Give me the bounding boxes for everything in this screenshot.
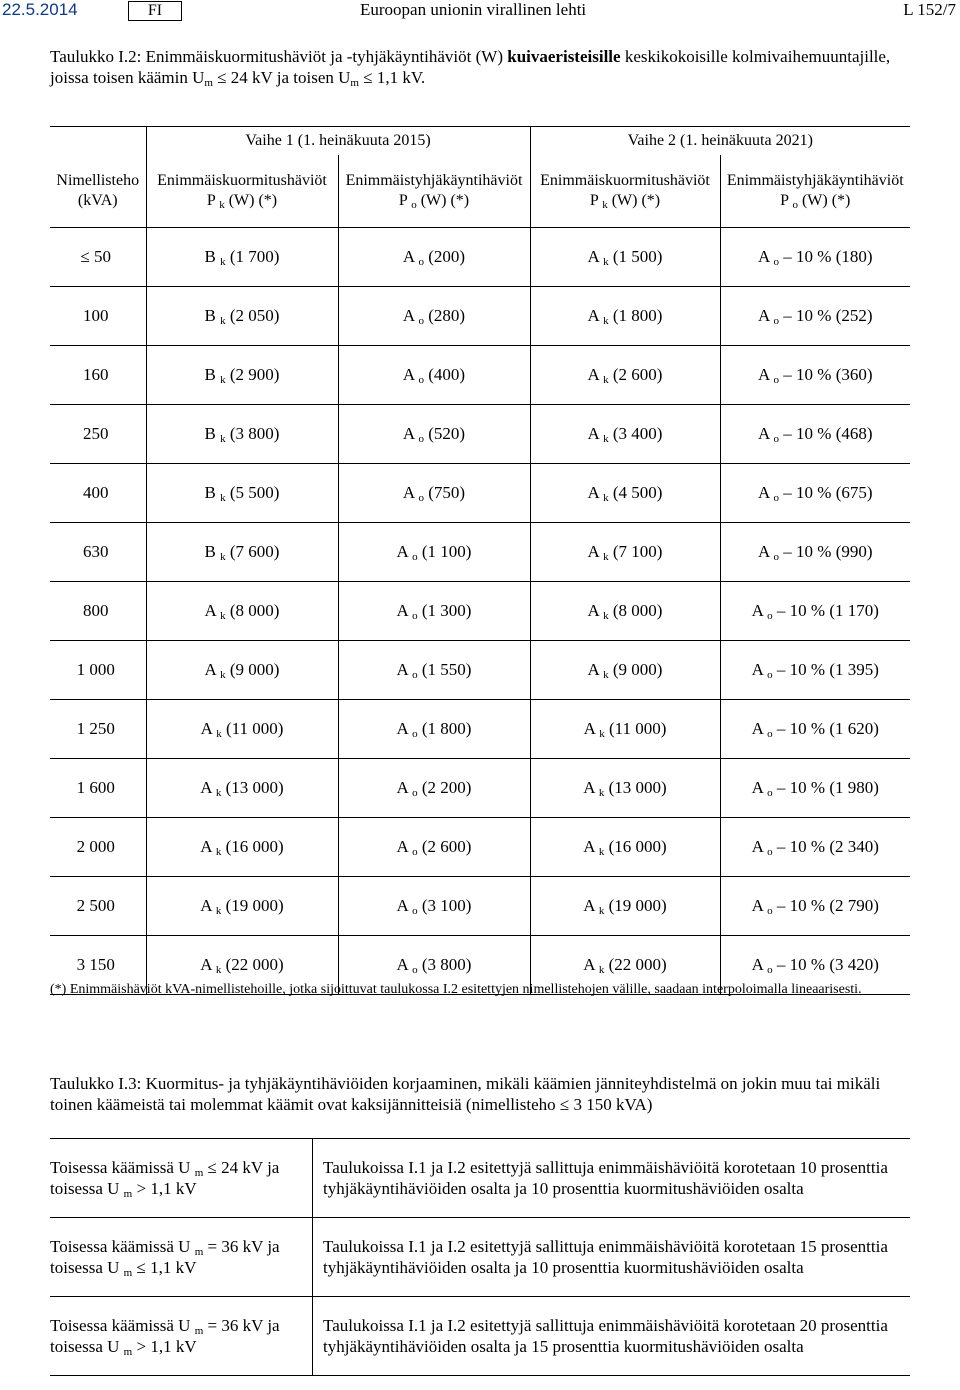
phase1-load-cell: B $_k$ (2 900) <box>146 346 338 405</box>
phase2-noload-cell: A $_o$ – 10 % (2 340) <box>720 818 910 877</box>
phase1-load-cell: B $_k$ (5 500) <box>146 464 338 523</box>
phase1-load-cell: A $_k$ (11 000) <box>146 700 338 759</box>
phase2-noload-cell: A $_o$ – 10 % (2 790) <box>720 877 910 936</box>
phase2-noload-cell: A $_o$ – 10 % (990) <box>720 523 910 582</box>
phase2-load-cell: A $_k$ (3 400) <box>530 405 720 464</box>
phase2-noload-cell: A $_o$ – 10 % (180) <box>720 228 910 287</box>
phase1-noload-cell: A $_o$ (1 550) <box>338 641 530 700</box>
phase1-load-cell: A $_k$ (13 000) <box>146 759 338 818</box>
table-row <box>50 641 910 700</box>
phase1-load-cell: B $_k$ (7 600) <box>146 523 338 582</box>
phase2-header: Vaihe 2 (1. heinäkuuta 2021) <box>530 127 910 156</box>
rating-cell: 800 <box>50 582 146 641</box>
phase2-noload-cell: A $_o$ – 10 % (468) <box>720 405 910 464</box>
rating-cell: 1 250 <box>50 700 146 759</box>
phase1-noload-cell: A $_o$ (3 100) <box>338 877 530 936</box>
table-row <box>50 759 910 818</box>
phase1-noload-cell: A $_o$ (2 600) <box>338 818 530 877</box>
rating-cell: 160 <box>50 346 146 405</box>
phase1-noload-header: Enimmäistyhjäkäyntihäviöt P $_o$ (W) (*) <box>338 155 530 228</box>
rating-cell: 250 <box>50 405 146 464</box>
rating-cell: 2 000 <box>50 818 146 877</box>
phase1-noload-cell: A $_o$ (520) <box>338 405 530 464</box>
phase1-load-cell: B $_k$ (2 050) <box>146 287 338 346</box>
publication-date: 22.5.2014 <box>2 0 78 19</box>
phase1-load-cell: B $_k$ (1 700) <box>146 228 338 287</box>
phase2-load-cell: A $_k$ (8 000) <box>530 582 720 641</box>
phase2-noload-cell: A $_o$ – 10 % (675) <box>720 464 910 523</box>
correction-rule: Taulukoissa I.1 ja I.2 esitettyjä sallittuja enimmäishäviöitä korotetaan 15 prosenttia tyhjäkäyntihäviöiden osalta ja 10 prosenttia kuormitushäviöiden osalta <box>313 1218 911 1297</box>
correction-rule: Taulukoissa I.1 ja I.2 esitettyjä sallittuja enimmäishäviöitä korotetaan 20 prosenttia tyhjäkäyntihäviöiden osalta ja 15 prosenttia kuormitushäviöiden osalta <box>313 1297 911 1376</box>
phase1-noload-cell: A $_o$ (2 200) <box>338 759 530 818</box>
phase1-noload-cell: A $_o$ (1 100) <box>338 523 530 582</box>
phase2-noload-cell: A $_o$ – 10 % (1 170) <box>720 582 910 641</box>
phase1-load-header: Enimmäiskuormitushäviöt P $_k$ (W) (*) <box>146 155 338 228</box>
voltage-condition: Toisessa käämissä U $_m$ ≤ 24 kV ja toisessa U $_m$ > 1,1 kV <box>50 1139 313 1218</box>
rating-cell: ≤ 50 <box>50 228 146 287</box>
phase2-noload-cell: A $_o$ – 10 % (3 420) <box>720 936 910 995</box>
phase2-load-cell: A $_k$ (16 000) <box>530 818 720 877</box>
phase2-load-cell: A $_k$ (4 500) <box>530 464 720 523</box>
correction-rule: Taulukoissa I.1 ja I.2 esitettyjä sallittuja enimmäishäviöitä korotetaan 10 prosenttia tyhjäkäyntihäviöiden osalta ja 10 prosenttia kuormitushäviöiden osalta <box>313 1139 911 1218</box>
phase1-noload-cell: A $_o$ (400) <box>338 346 530 405</box>
table3-caption: Taulukko I.3: Kuormitus- ja tyhjäkäyntihäviöiden korjaaminen, mikäli käämien jänniteyhdistelmä on jokin muu tai mikäli toinen käämeistä tai molemmat käämit ovat kaksijännitteisiä (nimellisteho ≤ 3 150 kVA) <box>50 1074 881 1114</box>
phase1-noload-cell: A $_o$ (200) <box>338 228 530 287</box>
phase2-load-cell: A $_k$ (1 800) <box>530 287 720 346</box>
phase1-noload-cell: A $_o$ (1 300) <box>338 582 530 641</box>
phase2-load-cell: A $_k$ (7 100) <box>530 523 720 582</box>
phase2-noload-cell: A $_o$ – 10 % (252) <box>720 287 910 346</box>
phase2-noload-cell: A $_o$ – 10 % (360) <box>720 346 910 405</box>
phase1-header: Vaihe 1 (1. heinäkuuta 2015) <box>146 127 530 156</box>
table-row <box>50 700 910 759</box>
phase2-load-cell: A $_k$ (11 000) <box>530 700 720 759</box>
rating-cell: 100 <box>50 287 146 346</box>
journal-title: Euroopan unionin virallinen lehti <box>360 0 587 19</box>
rating-cell: 2 500 <box>50 877 146 936</box>
voltage-condition: Toisessa käämissä U $_m$ = 36 kV ja toisessa U $_m$ > 1,1 kV <box>50 1297 313 1376</box>
phase1-load-cell: A $_k$ (22 000) <box>146 936 338 995</box>
rating-header: Nimellisteho (kVA) <box>50 127 146 228</box>
phase1-load-cell: B $_k$ (3 800) <box>146 405 338 464</box>
phase1-noload-cell: A $_o$ (750) <box>338 464 530 523</box>
table-row <box>50 228 910 287</box>
phase2-load-cell: A $_k$ (19 000) <box>530 877 720 936</box>
phase2-load-cell: A $_k$ (9 000) <box>530 641 720 700</box>
rating-cell: 1 000 <box>50 641 146 700</box>
table-row <box>50 582 910 641</box>
table-row <box>50 1139 910 1218</box>
phase1-noload-cell: A $_o$ (280) <box>338 287 530 346</box>
page-number: L 152/7 <box>903 0 956 19</box>
voltage-condition: Toisessa käämissä U $_m$ = 36 kV ja toisessa U $_m$ ≤ 1,1 kV <box>50 1218 313 1297</box>
table-row <box>50 818 910 877</box>
table-row <box>50 346 910 405</box>
phase1-load-cell: A $_k$ (8 000) <box>146 582 338 641</box>
language-code: FI <box>128 1 182 21</box>
phase2-load-cell: A $_k$ (2 600) <box>530 346 720 405</box>
table-row <box>50 287 910 346</box>
phase1-load-cell: A $_k$ (16 000) <box>146 818 338 877</box>
rating-cell: 1 600 <box>50 759 146 818</box>
correction-table <box>50 1138 910 1376</box>
table-row <box>50 523 910 582</box>
page-header <box>0 0 960 24</box>
phase1-noload-cell: A $_o$ (3 800) <box>338 936 530 995</box>
rating-cell: 3 150 <box>50 936 146 995</box>
phase1-noload-cell: A $_o$ (1 800) <box>338 700 530 759</box>
phase2-load-cell: A $_k$ (22 000) <box>530 936 720 995</box>
table-row <box>50 405 910 464</box>
phase2-noload-cell: A $_o$ – 10 % (1 620) <box>720 700 910 759</box>
table2-footnote: (*) Enimmäishäviöt kVA-nimellistehoille, jotka sijoittuvat taulukossa I.2 esitettyjen nimellistehojen välille, saadaan interpoloimalla lineaarisesti. <box>50 982 862 997</box>
table-row <box>50 877 910 936</box>
rating-cell: 630 <box>50 523 146 582</box>
rating-cell: 400 <box>50 464 146 523</box>
phase1-load-cell: A $_k$ (19 000) <box>146 877 338 936</box>
phase2-noload-header: Enimmäistyhjäkäyntihäviöt P $_o$ (W) (*) <box>720 155 910 228</box>
phase2-noload-cell: A $_o$ – 10 % (1 395) <box>720 641 910 700</box>
table2-caption: Taulukko I.2: Enimmäiskuormitushäviöt ja -tyhjäkäyntihäviöt (W) kuivaeristeisille keskikokoisille kolmivaihemuuntajille, joissa toisen käämin $U_m \le 24$ kV ja toisen $U_m \le 1,1$ kV. <box>50 47 891 89</box>
phase2-load-header: Enimmäiskuormitushäviöt P $_k$ (W) (*) <box>530 155 720 228</box>
table-row <box>50 1218 910 1297</box>
phase2-load-cell: A $_k$ (13 000) <box>530 759 720 818</box>
phase2-noload-cell: A $_o$ – 10 % (1 980) <box>720 759 910 818</box>
phase2-load-cell: A $_k$ (1 500) <box>530 228 720 287</box>
losses-table <box>50 126 910 995</box>
table-row <box>50 464 910 523</box>
table-row <box>50 1297 910 1376</box>
phase1-load-cell: A $_k$ (9 000) <box>146 641 338 700</box>
